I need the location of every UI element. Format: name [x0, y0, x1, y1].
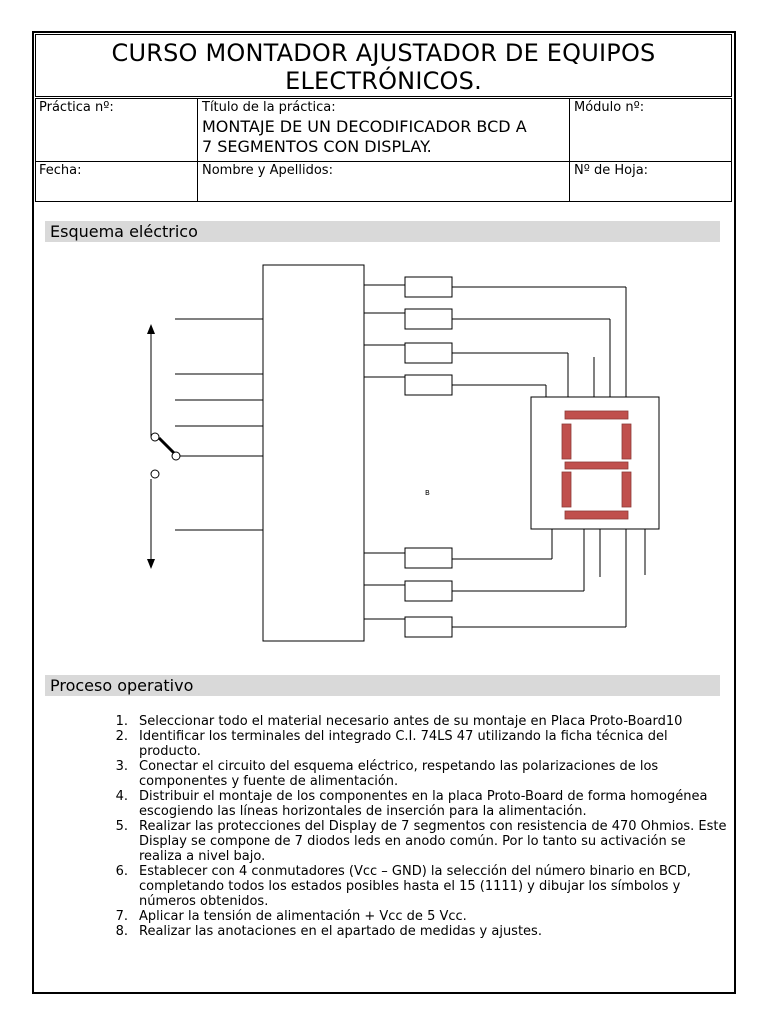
procedure-step — [112, 924, 732, 939]
step-number: 1. — [115, 714, 128, 729]
resistor — [405, 581, 452, 601]
segment-d — [565, 511, 628, 519]
titulo-label: Título de la práctica: — [202, 100, 336, 115]
ic-label: B — [425, 489, 430, 497]
segment-a — [565, 411, 628, 419]
resistor — [405, 343, 452, 363]
step-number: 7. — [115, 909, 128, 924]
table-divider — [569, 99, 570, 201]
segment-b — [622, 424, 631, 459]
switch-contact-icon — [151, 433, 159, 441]
step-text: Realizar las anotaciones en el apartado de medidas y ajustes. — [139, 924, 542, 939]
resistor — [405, 617, 452, 637]
resistor — [405, 375, 452, 395]
nombre-label: Nombre y Apellidos: — [202, 163, 333, 178]
step-number: 3. — [115, 759, 128, 774]
step-number: 8. — [115, 924, 128, 939]
electrical-schematic — [0, 250, 768, 660]
course-title-box — [35, 34, 732, 97]
step-text: Seleccionar todo el material necesario antes de su montaje en Placa Proto-Board10 — [139, 714, 683, 729]
gnd-arrow-icon — [147, 559, 155, 569]
step-text: Aplicar la tensión de alimentación + Vcc de 5 Vcc. — [139, 909, 467, 924]
step-text: Distribuir el montaje de los componentes en la placa Proto-Board de forma homogénea escogiendo las líneas horizontales de inserción para la alimentación. — [139, 789, 708, 819]
course-title-line2: ELECTRÓNICOS. — [285, 67, 482, 95]
step-number: 6. — [115, 864, 128, 879]
titulo-value-line1: MONTAJE DE UN DECODIFICADOR BCD A — [202, 117, 527, 136]
step-number: 2. — [115, 729, 128, 744]
step-text: Conectar el circuito del esquema eléctrico, respetando las polarizaciones de los componentes y fuente de alimentación. — [139, 759, 659, 789]
segment-g — [565, 462, 628, 469]
step-text: Realizar las protecciones del Display de 7 segmentos con resistencia de 470 Ohmios. Este Display se compone de 7 diodos leds en anodo común. Por lo tanto su activación se realiza a nivel bajo. — [139, 819, 727, 864]
course-title-line1: CURSO MONTADOR AJUSTADOR DE EQUIPOS — [111, 39, 656, 67]
procedure-step — [112, 909, 732, 924]
procedure-step — [112, 729, 732, 759]
resistor — [405, 277, 452, 297]
practice-info-table — [35, 98, 732, 202]
fecha-label: Fecha: — [39, 163, 82, 178]
procedure-steps-list — [112, 714, 732, 939]
hoja-label: Nº de Hoja: — [574, 163, 649, 178]
section-proceso-header: Proceso operativo — [45, 675, 720, 696]
ic-decoder-block — [263, 265, 364, 641]
table-divider — [36, 161, 731, 162]
procedure-step — [112, 759, 732, 789]
resistor — [405, 548, 452, 568]
switch-lever-icon — [159, 438, 174, 453]
procedure-step — [112, 789, 732, 819]
procedure-step — [112, 714, 732, 729]
vcc-arrow-icon — [147, 324, 155, 334]
practica-label: Práctica nº: — [39, 100, 114, 115]
step-number: 5. — [115, 819, 128, 834]
procedure-step — [112, 864, 732, 909]
resistor — [405, 309, 452, 329]
segment-e — [562, 472, 571, 507]
step-text: Identificar los terminales del integrado C.I. 74LS 47 utilizando la ficha técnica del producto. — [139, 729, 668, 759]
switch-contact-icon — [151, 470, 159, 478]
segment-c — [622, 472, 631, 507]
modulo-label: Módulo nº: — [574, 100, 645, 115]
segment-digit-eight — [562, 411, 631, 519]
step-number: 4. — [115, 789, 128, 804]
table-divider — [197, 99, 198, 201]
step-text: Establecer con 4 conmutadores (Vcc – GND) la selección del número binario en BCD, completando todos los estados posibles hasta el 15 (1111) y dibujar los símbolos y números obtenidos. — [139, 864, 691, 909]
section-esquema-header: Esquema eléctrico — [45, 221, 720, 242]
titulo-value-line2: 7 SEGMENTOS CON DISPLAY. — [202, 137, 432, 156]
segment-f — [562, 424, 571, 459]
procedure-step — [112, 819, 732, 864]
